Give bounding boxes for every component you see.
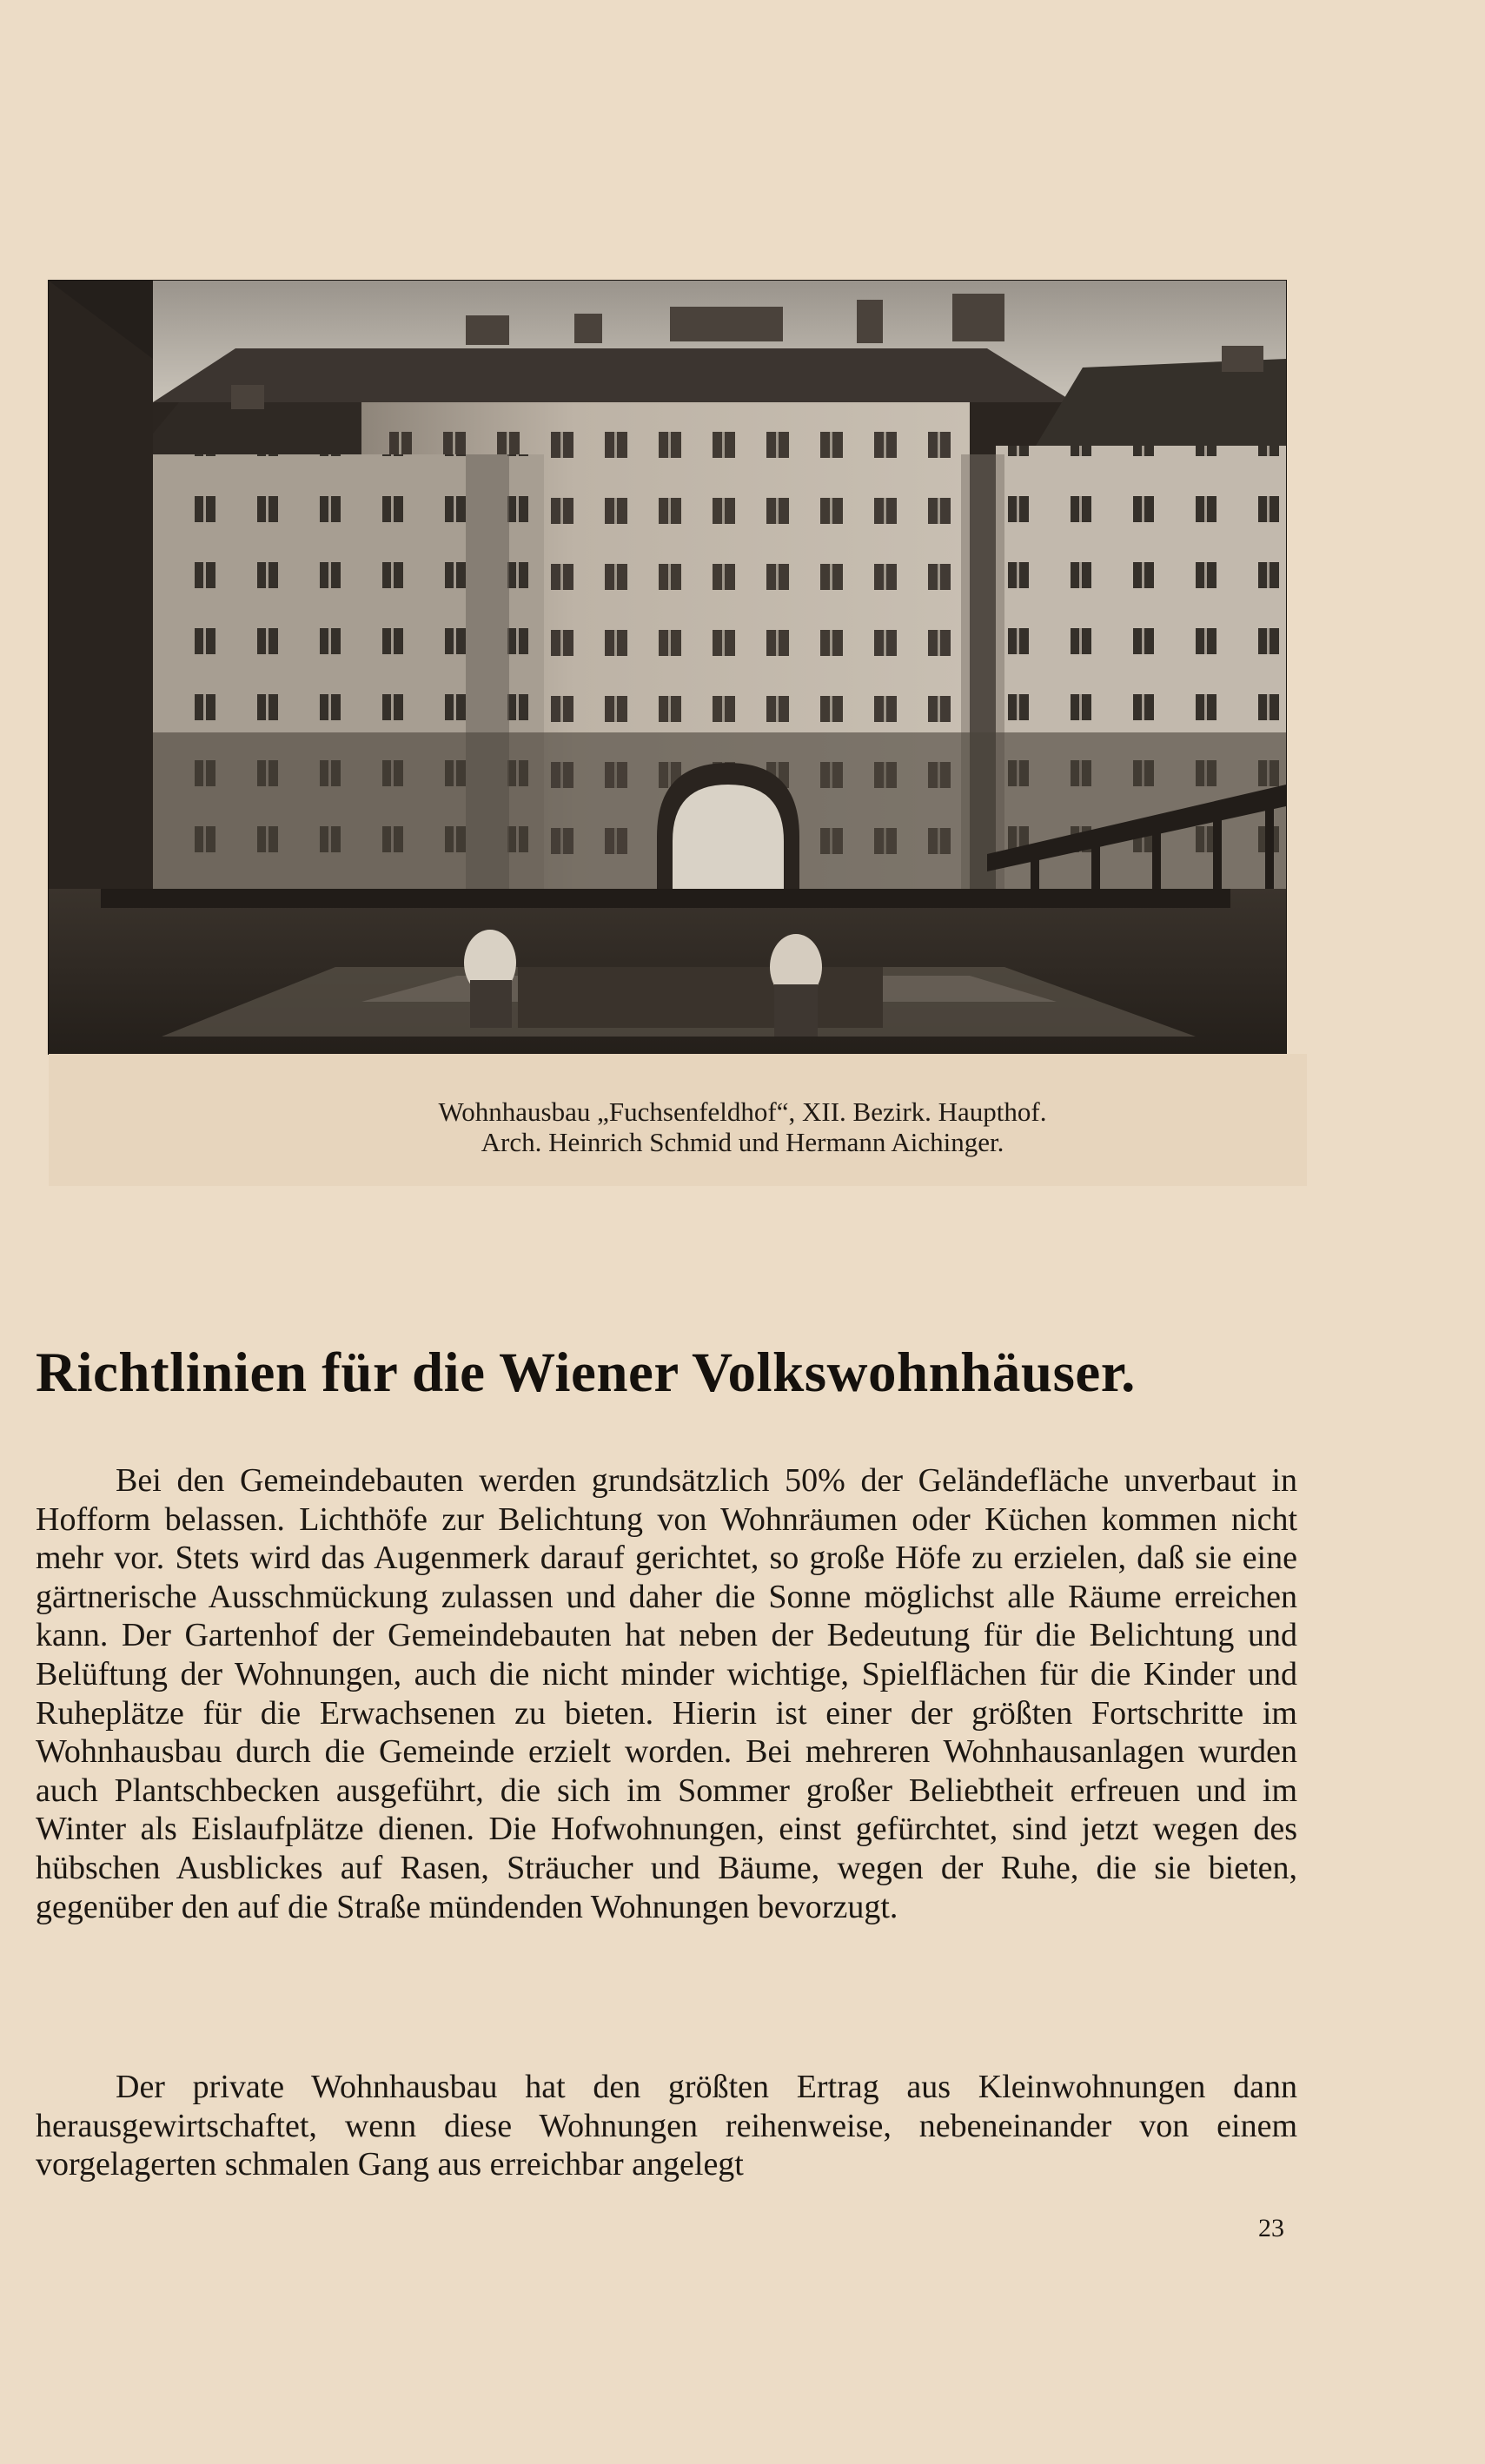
article-paragraph-2: Der private Wohnhausbau hat den größten Ertrag aus Kleinwohnungen dann herausgewirtschaftet, wenn diese Wohnungen reihenweise, nebeneinander von einem vorgelagerten schmalen Gang aus erreichbar angelegt: [36, 2069, 1297, 2183]
building-photo-illustration: [49, 281, 1286, 1054]
photo-caption-line1: Wohnhausbau „Fuchsenfeldhof“, XII. Bezirk. Haupthof.: [438, 1096, 1047, 1127]
courtyard-photograph: [49, 281, 1286, 1054]
article-paragraph-1: Bei den Gemeindebauten werden grundsätzlich 50% der Geländefläche unverbaut in Hofform belassen. Lichthöfe zur Belichtung von Wohnräumen oder Küchen kommen nicht mehr vor. Stets wird das Augenmerk darauf gerichtet, so große Höfe zu erzielen, daß sie eine gärtnerische Ausschmückung zulassen und daher die Sonne möglichst alle Räume erreichen kann. Der Gartenhof der Gemeindebauten hat neben der Bedeutung für die Belichtung und Belüftung der Wohnungen, auch die nicht minder wichtige, Spielflächen für die Kinder und Ruheplätze für die Erwachsenen zu bieten. Hierin ist einer der größten Fortschritte im Wohnhausbau durch die Gemeinde erzielt worden. Bei mehreren Wohnhausanlagen wurden auch Plantschbecken ausgeführt, die sich im Sommer großer Beliebtheit erfreuen und im Winter als Eislaufplätze dienen. Die Hofwohnungen, einst gefürchtet, sind jetzt wegen des hübschen Ausblickes auf Rasen, Sträucher und Bäume, wegen der Ruhe, die sie bieten, gegenüber den auf die Straße mündenden Wohnungen bevorzugt.: [36, 1462, 1297, 1925]
article-title: Richtlinien für die Wiener Volkswohnhäuser.: [36, 1341, 1136, 1404]
page-number: 23: [1258, 2214, 1284, 2242]
photo-caption-line2: Arch. Heinrich Schmid und Hermann Aichinger.: [481, 1127, 1004, 1157]
